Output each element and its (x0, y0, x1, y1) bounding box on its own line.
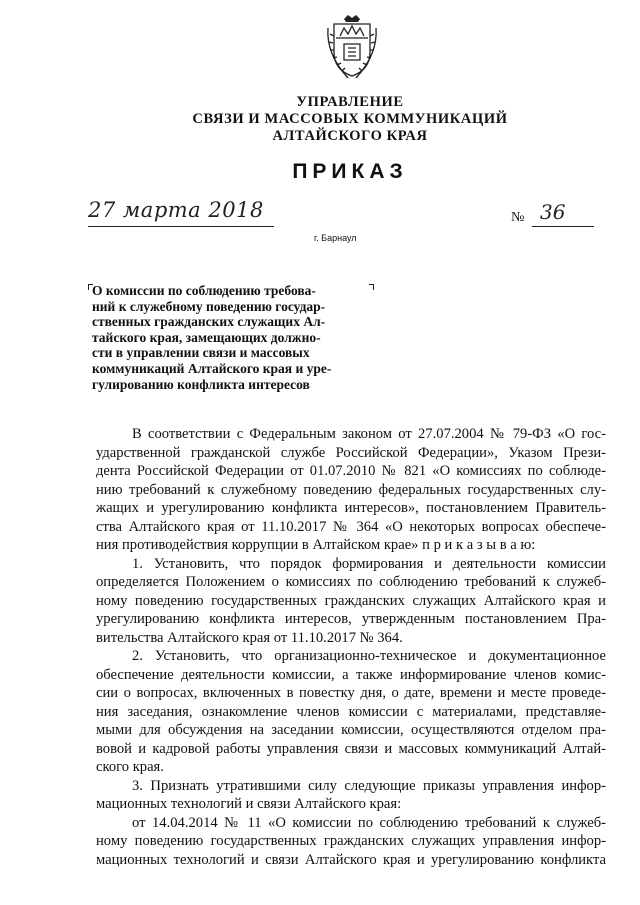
subject-line: гулированию конфликта интересов (92, 376, 310, 392)
body-line: сии о вопросах, включенных в повестку дня, о дате, времени и месте проведе- (96, 685, 606, 701)
body-line: мационных технологий и связи Алтайского края и урегулированию конфликта (96, 851, 606, 868)
number-underline (532, 226, 594, 227)
handwritten-date: 27 марта 2018 (88, 198, 264, 222)
body-line: ному поведению государственных гражданских служащих Алтайского края и (96, 592, 606, 609)
body-line: ному поведению государственных гражданских служащих управления инфор- (96, 833, 606, 849)
subject-line: ственных гражданских служащих Ал- (92, 314, 326, 330)
body-line: нию требований к служебному поведению федеральных государственных слу- (96, 481, 606, 498)
body-line: В соответствии с Федеральным законом от 27.07.2004 № 79-ФЗ «О гос- (132, 426, 606, 442)
body-line: ния противодействия коррупции в Алтайском крае» п р и к а з ы в а ю: (96, 537, 536, 553)
body-line: ударственной гражданской службе Российской Федерации», Указом Прези- (96, 444, 606, 461)
document-body (96, 425, 606, 869)
organization-name-line-3: АЛТАЙСКОГО КРАЯ (272, 128, 428, 144)
body-line: дента Российской Федерации от 01.07.2010 № 821 «О комиссиях по соблюде- (96, 463, 606, 479)
subject-line: ний к служебному поведению государ- (92, 298, 326, 314)
coat-of-arms-emblem (324, 14, 380, 80)
organization-name-line-2: СВЯЗИ И МАССОВЫХ КОММУНИКАЦИЙ (192, 111, 508, 127)
body-line: 2. Установить, что организационно-техническое и документационное (132, 648, 606, 664)
body-line: от 14.04.2014 № 11 «О комиссии по соблюдению требований к служеб- (132, 814, 606, 831)
body-line: 3. Признать утратившими силу следующие приказы управления инфор- (132, 777, 606, 794)
body-line: ства Алтайского края от 11.10.2017 № 364 «О некоторых вопросах обеспече- (96, 518, 606, 535)
body-line: ского края. (96, 759, 164, 775)
body-line: вительства Алтайского края от 11.10.2017 № 364. (96, 629, 403, 646)
body-line: определяется Положением о комиссиях по соблюдению требований к служеб- (96, 574, 606, 590)
subject-line: сти в управлении связи и массовых (92, 345, 310, 361)
body-line: мационных технологий и связи Алтайского края: (96, 796, 402, 812)
subject-line: О комиссии по соблюдению требова- (92, 283, 316, 298)
body-line: вовой и кадровой работы управления связи и массовых коммуникаций Алтай- (96, 740, 606, 757)
body-line: 1. Установить, что порядок формирования и деятельности комиссии (132, 555, 606, 572)
body-line: жащих и урегулированию конфликта интересов», постановлением Правитель- (96, 500, 606, 516)
document-type-title: ПРИКАЗ (292, 160, 408, 183)
number-label: № (511, 210, 525, 225)
subject-line: тайского края, замещающих должно- (92, 329, 321, 345)
subject-line: коммуникаций Алтайского края и уре- (92, 360, 332, 376)
body-line: урегулированию конфликта интересов, утвержденным постановлением Пра- (96, 611, 606, 627)
body-line: обеспечение деятельности комиссии, а также информирование членов комис- (96, 666, 606, 683)
city-label: г. Барнаул (314, 233, 357, 243)
body-line: мыми для обсуждения на заседании комиссии, осуществляются отделом пра- (96, 722, 606, 738)
organization-name-line-1: УПРАВЛЕНИЕ (296, 94, 404, 110)
subject-block (92, 283, 382, 392)
body-line: ния заседания, ознакомление членов комиссии с материалами, представляе- (96, 703, 606, 720)
handwritten-number: 36 (540, 200, 566, 224)
date-underline (88, 226, 274, 227)
